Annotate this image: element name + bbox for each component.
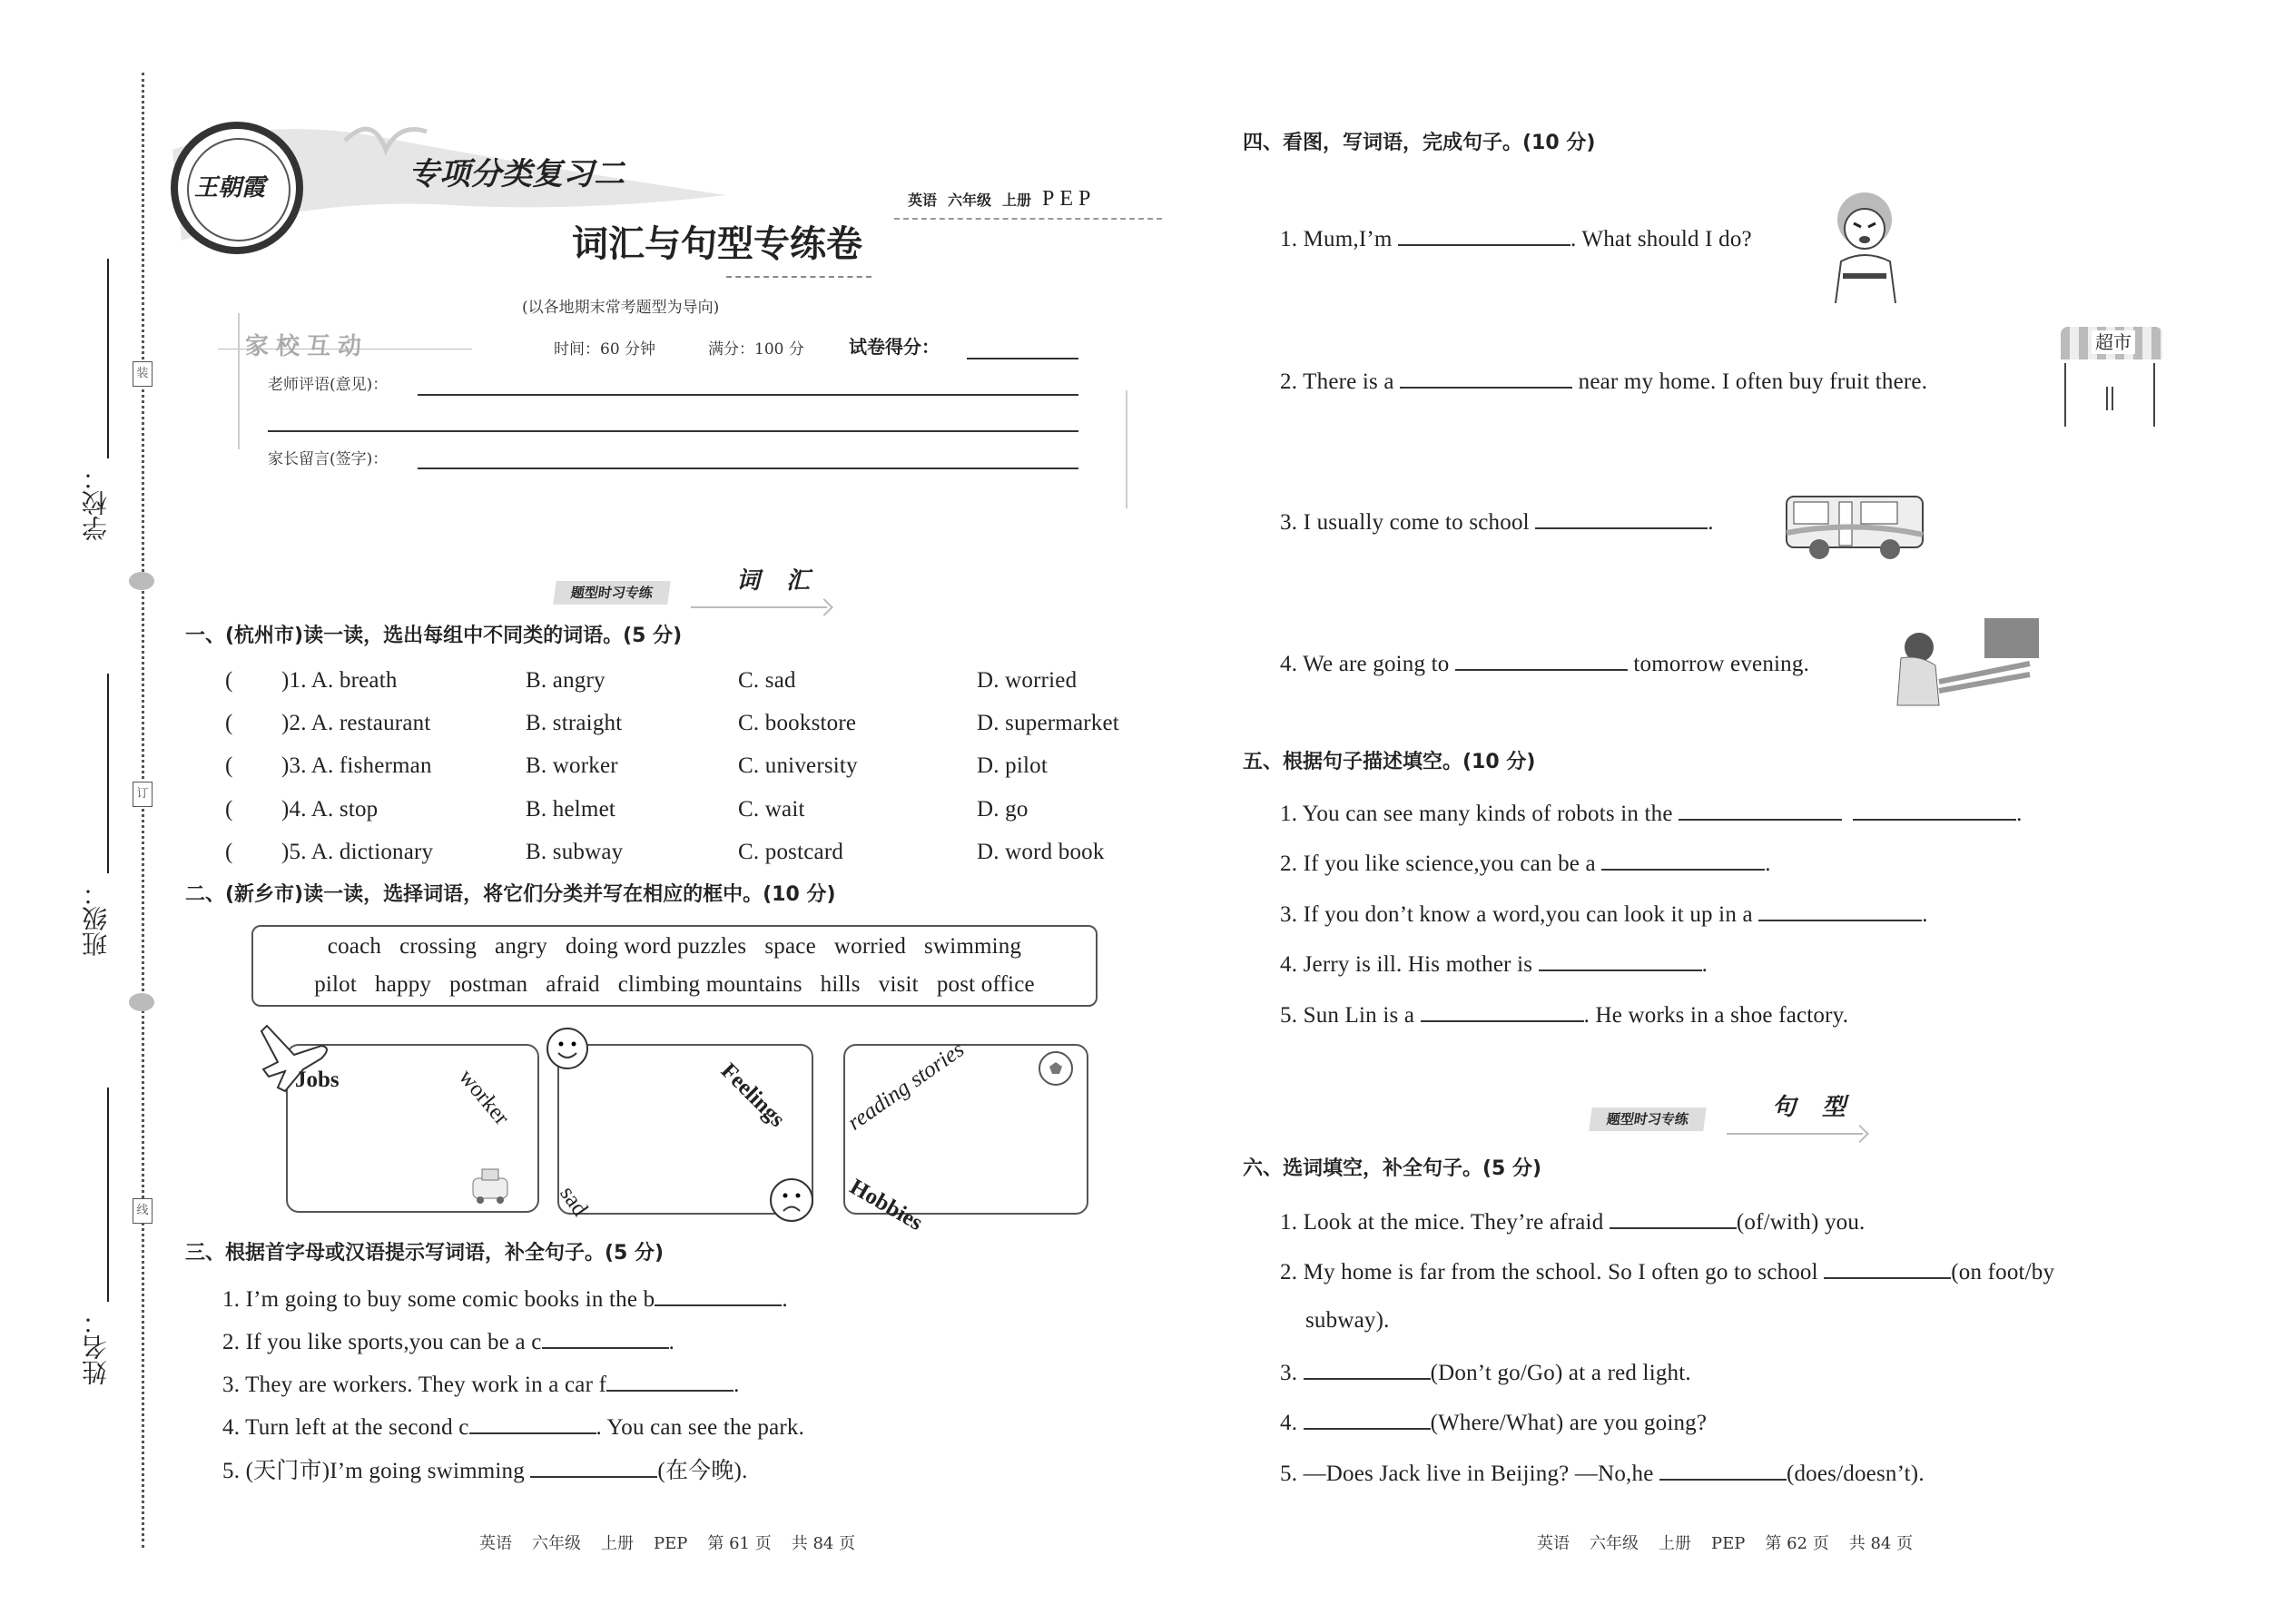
score-field[interactable] (967, 358, 1078, 359)
answer-blank[interactable] (542, 1327, 669, 1349)
word-bank-item: doing word puzzles (565, 934, 747, 959)
question-text: 4. (1280, 1411, 1304, 1435)
word-bank-item: space (764, 934, 816, 959)
logo-text: 王朝霞 (194, 174, 266, 202)
answer-blank[interactable] (1400, 367, 1572, 389)
category-heading-hobbies: Hobbies (845, 1174, 927, 1236)
option-b: B. subway (526, 840, 624, 864)
question-text: (在今晚). (657, 1459, 748, 1483)
question-text: 3. They are workers. They work in a car f (222, 1373, 607, 1397)
question-text: 4. Jerry is ill. His mother is (1280, 952, 1539, 977)
binding-dotted-line (142, 73, 144, 1548)
question-text: . (1765, 851, 1771, 876)
answer-blank[interactable] (1853, 799, 2016, 821)
question-text: tomorrow evening. (1627, 652, 1810, 676)
class-field-line[interactable] (107, 674, 109, 873)
question-item (1280, 1207, 1866, 1236)
answer-blank[interactable] (530, 1456, 657, 1478)
page-footer-right (1537, 1534, 1933, 1554)
question-text: . (2016, 802, 2023, 826)
parent-message-label: 家长留言(签字)： (268, 450, 389, 468)
question-text: (does/doesn’t). (1786, 1462, 1925, 1486)
question-text: . (668, 1330, 675, 1354)
word-bank-box (251, 925, 1098, 1007)
angry-boy-image (1808, 185, 1925, 303)
question-text: 2. If you like sports,you can be a c (222, 1330, 542, 1354)
answer-blank[interactable] (1758, 900, 1922, 921)
teacher-comment-field[interactable] (418, 394, 1078, 396)
option-b: B. worker (526, 753, 618, 778)
footer-total-pages: 共 84 页 (1848, 1534, 1914, 1553)
question-text: 3. (1280, 1361, 1304, 1385)
option-a: )1. A. breath (281, 668, 398, 693)
footer-subject: 英语 (479, 1534, 512, 1553)
word-bank-row (253, 971, 1096, 999)
question-item (1280, 1358, 1691, 1387)
question-text: . You can see the park. (596, 1415, 805, 1440)
section6-title: 六、选词填空，补全句子。(5 分) (1243, 1157, 1542, 1180)
answer-blank[interactable] (1601, 849, 1765, 871)
frame-rule (238, 313, 240, 449)
question-item (1280, 224, 1752, 253)
word-bank-item: happy (375, 972, 432, 997)
question-text: 1. Mum,I’m (1280, 227, 1398, 251)
store-sign: 超市 (2092, 330, 2135, 354)
word-bank-item: post office (936, 972, 1035, 997)
question-text: 2. My home is far from the school. So I often go to school (1280, 1260, 1825, 1284)
subtitle: (以各地期末常考题型为导向) (522, 299, 720, 317)
word-bank-item: visit (878, 972, 919, 997)
question-text: 1. Look at the mice. They’re afraid (1280, 1210, 1610, 1235)
class-label: 班级： (81, 881, 111, 957)
question-item (1280, 1408, 1707, 1437)
option-c: C. postcard (738, 840, 844, 864)
arrow-right-icon (691, 606, 827, 608)
question-text: . (782, 1287, 788, 1312)
option-c: C. university (738, 753, 858, 778)
word-bank-item: angry (495, 934, 547, 959)
family-school-label: 家校互动 (245, 333, 369, 360)
answer-blank[interactable] (1659, 1459, 1787, 1481)
answer-blank[interactable] (1535, 507, 1708, 529)
option-d: D. word book (977, 840, 1105, 864)
question-text: 1. I’m going to buy some comic books in the b (222, 1287, 655, 1312)
question-text: . What should I do? (1570, 227, 1752, 251)
example-word-worker: worker (454, 1065, 515, 1130)
option-a: )5. A. dictionary (281, 840, 434, 864)
option-b: B. angry (526, 668, 605, 693)
cinema-image (1894, 618, 2041, 709)
question-text: 2. If you like science,you can be a (1280, 851, 1602, 876)
footer-volume: 上册 (601, 1534, 634, 1553)
option-b: B. helmet (526, 797, 616, 822)
banner-word: 词 汇 (736, 567, 820, 595)
smiley-icon (129, 993, 154, 1011)
tag-subject: 英语 (908, 192, 938, 209)
sad-face-icon (768, 1176, 815, 1224)
section1-title: 一、(杭州市)读一读，选出每组中不同类的词语。(5 分) (185, 625, 683, 647)
answer-blank[interactable] (1679, 799, 1842, 821)
question-item (1280, 1000, 1848, 1029)
question-item (1280, 1459, 1925, 1488)
word-bank-item: pilot (314, 972, 358, 997)
tag-volume: 上册 (1002, 192, 1032, 209)
question-item (1280, 950, 1708, 979)
question-text: (of/with) you. (1736, 1210, 1866, 1235)
answer-paren[interactable]: ( (225, 753, 233, 778)
footer-page-number: 第 62 页 (1765, 1534, 1829, 1553)
category-heading-feelings: Feelings (715, 1058, 790, 1133)
footer-total-pages: 共 84 页 (791, 1534, 856, 1553)
question-text: 2. There is a (1280, 369, 1401, 394)
section5-title: 五、根据句子描述填空。(10 分) (1243, 751, 1536, 773)
answer-blank[interactable] (1304, 1408, 1431, 1430)
footer-grade: 六年级 (532, 1534, 581, 1553)
publisher-logo (171, 122, 303, 254)
question-text: 3. I usually come to school (1280, 510, 1536, 535)
option-c: C. sad (738, 668, 796, 693)
taxi-icon (468, 1162, 513, 1207)
question-text: 4. Turn left at the second c (222, 1415, 469, 1440)
question-text: 4. We are going to (1280, 652, 1455, 676)
question-item (1280, 799, 2023, 828)
store-door (2106, 387, 2113, 410)
seal-mark-zhuang: 装 (133, 361, 153, 387)
option-b: B. straight (526, 711, 623, 735)
question-text: 1. You can see many kinds of robots in the (1280, 802, 1679, 826)
question-text: (on foot/by (1951, 1260, 2055, 1284)
answer-blank[interactable] (1539, 950, 1702, 971)
football-icon (1037, 1049, 1075, 1088)
teacher-comment-field-line2[interactable] (268, 430, 1078, 432)
school-field-line[interactable] (107, 259, 109, 458)
answer-blank[interactable] (606, 1370, 733, 1392)
bus-image (1783, 493, 1930, 562)
footer-edition: PEP (1711, 1534, 1746, 1553)
option-a: )3. A. fisherman (281, 753, 432, 778)
question-text: . (1708, 510, 1714, 535)
word-bank-item: climbing mountains (617, 972, 802, 997)
parent-message-field[interactable] (418, 468, 1078, 469)
time-label: 时间：60 分钟 (554, 340, 656, 359)
answer-blank[interactable] (1398, 224, 1570, 246)
word-bank-item: coach (327, 934, 382, 959)
answer-blank[interactable] (1455, 649, 1628, 671)
page-footer-left (479, 1534, 875, 1554)
tag-edition: PEP (1042, 187, 1097, 211)
score-label: 试卷得分： (849, 336, 940, 358)
question-text: 3. If you don’t know a word,you can look it up in a (1280, 902, 1759, 927)
option-a: )2. A. restaurant (281, 711, 431, 735)
question-item (1280, 1257, 2054, 1286)
question-item (1280, 367, 1927, 396)
question-text: 5. (天门市)I’m going swimming (222, 1459, 531, 1483)
option-d: D. supermarket (977, 711, 1119, 735)
word-bank-row (253, 933, 1096, 960)
title-dashed-line (726, 276, 871, 278)
footer-subject: 英语 (1537, 1534, 1570, 1553)
question-text: . (1701, 952, 1708, 977)
question-item (1280, 900, 1928, 929)
full-score-label: 满分：100 分 (708, 340, 804, 359)
question-text: . He works in a shoe factory. (1583, 1003, 1849, 1028)
arrow-right-icon (1727, 1133, 1863, 1135)
answer-blank[interactable] (1421, 1000, 1584, 1022)
word-bank-item: postman (449, 972, 528, 997)
footer-grade: 六年级 (1590, 1534, 1639, 1553)
answer-blank[interactable] (1304, 1358, 1431, 1380)
question-item (222, 1456, 748, 1485)
question-item (222, 1327, 674, 1356)
word-bank-item: hills (820, 972, 861, 997)
category-heading-jobs: Jobs (295, 1068, 340, 1092)
answer-paren[interactable]: ( (225, 840, 233, 864)
question-item (222, 1412, 804, 1442)
happy-face-icon (545, 1026, 590, 1071)
section4-title: 四、看图，写词语，完成句子。(10 分) (1243, 132, 1596, 154)
series-title: 专项分类复习二 (409, 156, 625, 192)
option-c: C. bookstore (738, 711, 857, 735)
question-text: 5. —Does Jack live in Beijing? —No,he (1280, 1462, 1659, 1486)
question-text: . (1922, 902, 1928, 927)
banner-tag: 题型时习专练 (553, 581, 671, 605)
question-text: near my home. I often buy fruit there. (1572, 369, 1928, 394)
tag-dashed-line (894, 218, 1162, 220)
question-item (1280, 849, 1771, 878)
section2-title: 二、(新乡市)读一读，选择词语，将它们分类并写在相应的框中。(10 分) (185, 883, 836, 906)
name-field-line[interactable] (107, 1088, 109, 1302)
answer-blank[interactable] (469, 1412, 596, 1434)
option-a: )4. A. stop (281, 797, 379, 822)
answer-blank[interactable] (655, 1284, 782, 1306)
question-item (222, 1370, 740, 1399)
option-d: D. pilot (977, 753, 1048, 778)
name-label: 姓名： (81, 1309, 111, 1385)
answer-blank[interactable] (1610, 1207, 1737, 1229)
teacher-comment-label: 老师评语(意见)： (268, 376, 389, 394)
smiley-icon (129, 572, 154, 590)
question-text: (Where/What) are you going? (1430, 1411, 1708, 1435)
tag-grade: 六年级 (948, 192, 992, 209)
option-c: C. wait (738, 797, 805, 822)
answer-paren[interactable]: ( (225, 668, 233, 693)
footer-edition: PEP (654, 1534, 688, 1553)
answer-paren[interactable]: ( (225, 797, 233, 822)
edition-tag (908, 187, 1096, 212)
option-d: D. worried (977, 668, 1078, 693)
answer-paren[interactable]: ( (225, 711, 233, 735)
footer-page-number: 第 61 页 (707, 1534, 772, 1553)
school-label: 学校： (81, 465, 111, 541)
seal-mark-ding: 订 (133, 782, 153, 807)
example-word-sad: sad (555, 1181, 593, 1221)
supermarket-image (2061, 327, 2162, 427)
main-title: 词汇与句型专练卷 (572, 222, 862, 265)
banner-word: 句 型 (1772, 1094, 1856, 1121)
word-bank-item: swimming (924, 934, 1022, 959)
question-text: 5. Sun Lin is a (1280, 1003, 1421, 1028)
word-bank-item: afraid (546, 972, 600, 997)
section3-title: 三、根据首字母或汉语提示写词语，补全句子。(5 分) (185, 1242, 665, 1265)
option-d: D. go (977, 797, 1029, 822)
seal-mark-xian: 线 (133, 1198, 153, 1224)
question-item (1280, 649, 1809, 678)
word-bank-item: crossing (399, 934, 478, 959)
question-item (222, 1284, 788, 1314)
question-text: . (733, 1373, 740, 1397)
example-word-reading-stories: reading stories (842, 1037, 970, 1136)
frame-rule (1126, 390, 1127, 508)
word-bank-item: worried (833, 934, 907, 959)
answer-blank[interactable] (1824, 1257, 1951, 1279)
footer-volume: 上册 (1659, 1534, 1691, 1553)
question-continuation: subway). (1305, 1308, 1390, 1333)
banner-tag: 题型时习专练 (1589, 1107, 1707, 1131)
question-text: (Don’t go/Go) at a red light. (1430, 1361, 1691, 1385)
question-item (1280, 507, 1714, 536)
